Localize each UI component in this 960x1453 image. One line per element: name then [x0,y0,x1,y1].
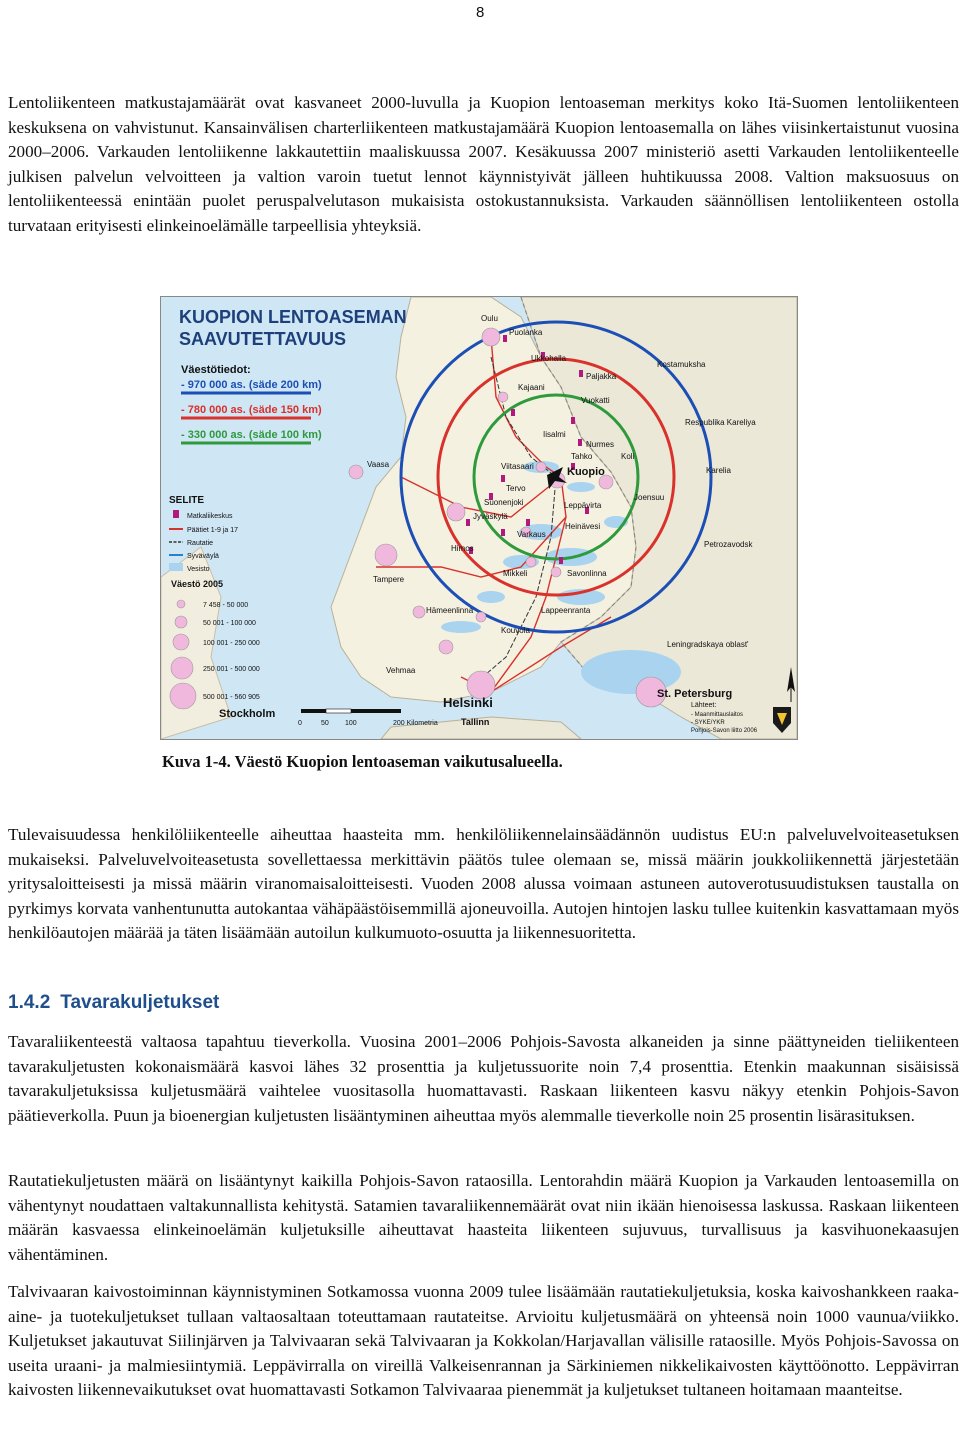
map-svg [161,297,797,739]
paragraph-passenger-transport: Tulevaisuudessa henkilöliikenteelle aiheuttaa haasteita mm. henkilöliikennelainsäädännön uudistus EU:n palveluvelvoiteasetuksen mukaiseksi. Palveluvelvoiteasetusta sovellettaessa merkittävin päätös tulee olemaan se, missä määrin joukkoliikennettä järjestetään yritysaloitteisesti ja missä määrin viranomaisaloitteisesti. Vuoden 2008 alussa voimaan astuneen autoverotusuudistuksen taustalla on pyrkimys korvata vanhentunutta autokantaa vähäpäästöisemmillä ajoneuvoilla. Autojen hintojen lasku tullee kuitenkin kasvattamaan myös henkilöautojen määrää ja täten lisäämään autoilun kulkumuoto-osuutta ja liikennesuoritetta. [8,825,959,942]
city-label-tahko: Tahko [571,452,593,461]
section-title: Tavarakuljetukset [60,992,220,1013]
svg-text:Päätiet 1-9 ja 17: Päätiet 1-9 ja 17 [187,527,238,534]
pop-legend-3: 100 001 - 250 000 [203,640,260,647]
pop-legend-1: 7 458 - 50 000 [203,602,249,609]
pop-info-line-3: - 330 000 as. (säde 100 km) [181,429,322,441]
city-label-tervo: Tervo [506,484,526,493]
city-label-kajaani: Kajaani [518,383,545,392]
city-label-petrozavodsk: Petrozavodsk [704,540,753,549]
city-label-lappeenranta: Lappeenranta [541,606,591,615]
city-label-helsinki: Helsinki [443,695,493,710]
city-label-nurmes: Nurmes [586,440,615,449]
city-label-himos: Himos [451,544,474,553]
scale-label-50: 50 [321,720,329,727]
city-label-joensuu: Joensuu [634,493,665,502]
city-label-koli: Koli [621,452,635,461]
scale-label-100: 100 [345,720,357,727]
pop-info-line-2: - 780 000 as. (säde 150 km) [181,404,322,416]
city-label-suonenjoki: Suonenjoki [484,498,524,507]
pop-legend-4: 250 001 - 500 000 [203,666,260,673]
scale-label-200: 200 Kilometria [393,720,438,727]
city-label-hameenlinna: Hämeenlinna [426,606,474,615]
city-label-jyvaskyla: Jyväskylä [473,512,508,521]
travel-center-icon [173,510,179,518]
city-label-kostamuksha: Kostamuksha [657,360,706,369]
city-label-puolanka: Puolanka [509,328,543,337]
city-label-oulu: Oulu [481,314,498,323]
page-number: 8 [476,4,485,21]
legend-title: SELITE [169,495,205,506]
svg-text:- SYKE/YKR: - SYKE/YKR [691,720,725,726]
city-label-st-petersburg: St. Petersburg [657,688,733,700]
section-number: 1.4.2 [8,992,51,1013]
city-label-kuopio: Kuopio [567,466,605,478]
city-label-tallinn: Tallinn [461,717,490,727]
svg-text:Rautatie: Rautatie [187,540,214,547]
city-label-heinavesi: Heinävesi [565,522,601,531]
map-title-line1: KUOPION LENTOASEMAN [179,307,407,327]
figure-caption: Kuva 1-4. Väestö Kuopion lentoaseman vaikutusalueella. [162,752,563,771]
pop-info-title: Väestötiedot: [181,364,251,376]
paragraph-road-freight: Tavaraliikenteestä valtaosa tapahtuu tieverkolla. Vuosina 2001–2006 Pohjois-Savosta alkaneiden ja sinne päättyneiden tieliikenteen tavarakuljetusten kokonaismäärä kasvoi lähes 32 prosenttia ja kuljetussuorite noin 7,4 prosenttia. Etenkin maakunnan sisäisissä tavarakuljetuksissa kuljetusmäärä vaihtelee vuositasolla huomattavasti. Raskaan liikenteen kasvu näkyy etenkin Pohjois-Savon päätieverkolla. Puun ja bioenergian kuljetusten lisääntyminen aiheuttaa myös alemmalle tieverkolle noin 25 prosentin lisärasituksen. [8,1032,959,1125]
paragraph-mining-transport: Talvivaaran kaivostoiminnan käynnistyminen Sotkamossa vuonna 2009 tulee lisäämään rautatiekuljetuksia, koska kaivoshankkeen raaka-aine- ja tuotekuljetukset tullaan valtaosaltaan toteuttamaan rautateitse. Arvioitu kuljetusmäärä on yhteensä noin 1000 vaunua/viikko. Kuljetukset jakautuvat Siilinjärven ja Talvivaaran sekä Talvivaaran ja Kokkolan/Harjavallan välisille rataosille. Myös Pohjois-Savossa on useita uraani- ja malmiesiintymiä. Leppävirralla on vireillä Valkeisenrannan ja Särkiniemen nikkelikaivosten käyttöönotto. Leppävirran kaivosten liikennevaikutukset ovat huomattavasti Sotkamon Talvivaaraa pienemmät ja kuljetukset tultaneen hoitamaan maanteitse. [8,1282,959,1399]
pop-legend-title: Väestö 2005 [171,579,224,589]
svg-text:Lähteet:: Lähteet: [691,702,717,709]
city-label-vaasa: Vaasa [367,460,390,469]
map-figure [160,296,798,740]
pop-legend-5: 500 001 - 560 905 [203,694,260,701]
svg-text:Vesisto: Vesisto [187,566,210,573]
city-label-paljakka: Paljakka [586,372,617,381]
city-label-iisalmi: Iisalmi [543,430,566,439]
scale-label-0: 0 [298,720,302,727]
svg-text:Pohjois-Savon liitto 2006: Pohjois-Savon liitto 2006 [691,728,758,734]
svg-text:Syväväylä: Syväväylä [187,553,219,560]
city-label-karelia-rep: Respublika Kareliya [685,418,756,427]
city-label-kouvola: Kouvola [501,626,530,635]
pop-legend-2: 50 001 - 100 000 [203,620,256,627]
city-label-karelia: Karelia [706,466,731,475]
pop-info-line-1: - 970 000 as. (säde 200 km) [181,379,322,391]
section-heading [8,992,229,1014]
map-title-line2: SAAVUTETTAVUUS [179,329,347,349]
svg-text:Matkaliikeskus: Matkaliikeskus [187,513,233,520]
city-label-viitasaari: Viitasaari [501,462,534,471]
city-label-savonlinna: Savonlinna [567,569,607,578]
city-label-vuokatti: Vuokatti [581,396,610,405]
paragraph-air-traffic: Lentoliikenteen matkustajamäärät ovat kasvaneet 2000-luvulla ja Kuopion lentoaseman merkitys koko Itä-Suomen lentoliikenteen keskuksena on vahvistunut. Kansainvälisen charterliikenteen matkustajamäärä Kuopion lentoasemalla on lähes viisinkertaistunut vuosina 2000–2006. Varkauden lentoliikenne lakkautettiin maaliskuussa 2007. Kesäkuussa 2007 ministeriö asetti Varkauden lentoliikenteelle julkisen palvelun velvoitteen ja valtion varoin tuetut lennot käynnistyivät jälleen huhtikuussa 2008. Valtion maksuosuus on lentoliikenteessä enintään puolet peruspalvelutason mukaisista ostokustannuksista. Varkauden säännöllisen lentoliikenteen ostolla turvataan erityisesti elinkeinoelämälle tarpeellisia yhteyksiä. [8,93,959,235]
city-label-vehmaa: Vehmaa [386,666,416,675]
city-label-stockholm: Stockholm [219,708,276,720]
city-label-tampere: Tampere [373,575,405,584]
city-label-varkaus: Varkaus [517,530,546,539]
city-label-mikkeli: Mikkeli [503,569,528,578]
paragraph-rail-freight: Rautatiekuljetusten määrä on lisääntynyt kaikilla Pohjois-Savon rataosilla. Lentorahdin määrä Kuopion ja Varkauden lentoasemilla on vähentynyt noudattaen valtakunnallista kehitystä. Satamien tavaraliikennemäärät ovat niin ikään hienoisessa laskussa. Raskaan liikenteen määrän kasvaessa elinkeinoelämän kuljetuksille aiheuttavat haasteita liikenteen sujuvuus, turvallisuus ja kasvihuonekaasujen vähentäminen. [8,1171,959,1264]
city-label-ukkohalla: Ukkohalla [531,354,567,363]
svg-text:- Maanmittauslaitos: - Maanmittauslaitos [691,712,744,718]
city-label-leningrad: Leningradskaya oblast' [667,640,749,649]
city-label-leppavirta: Leppävirta [564,501,602,510]
